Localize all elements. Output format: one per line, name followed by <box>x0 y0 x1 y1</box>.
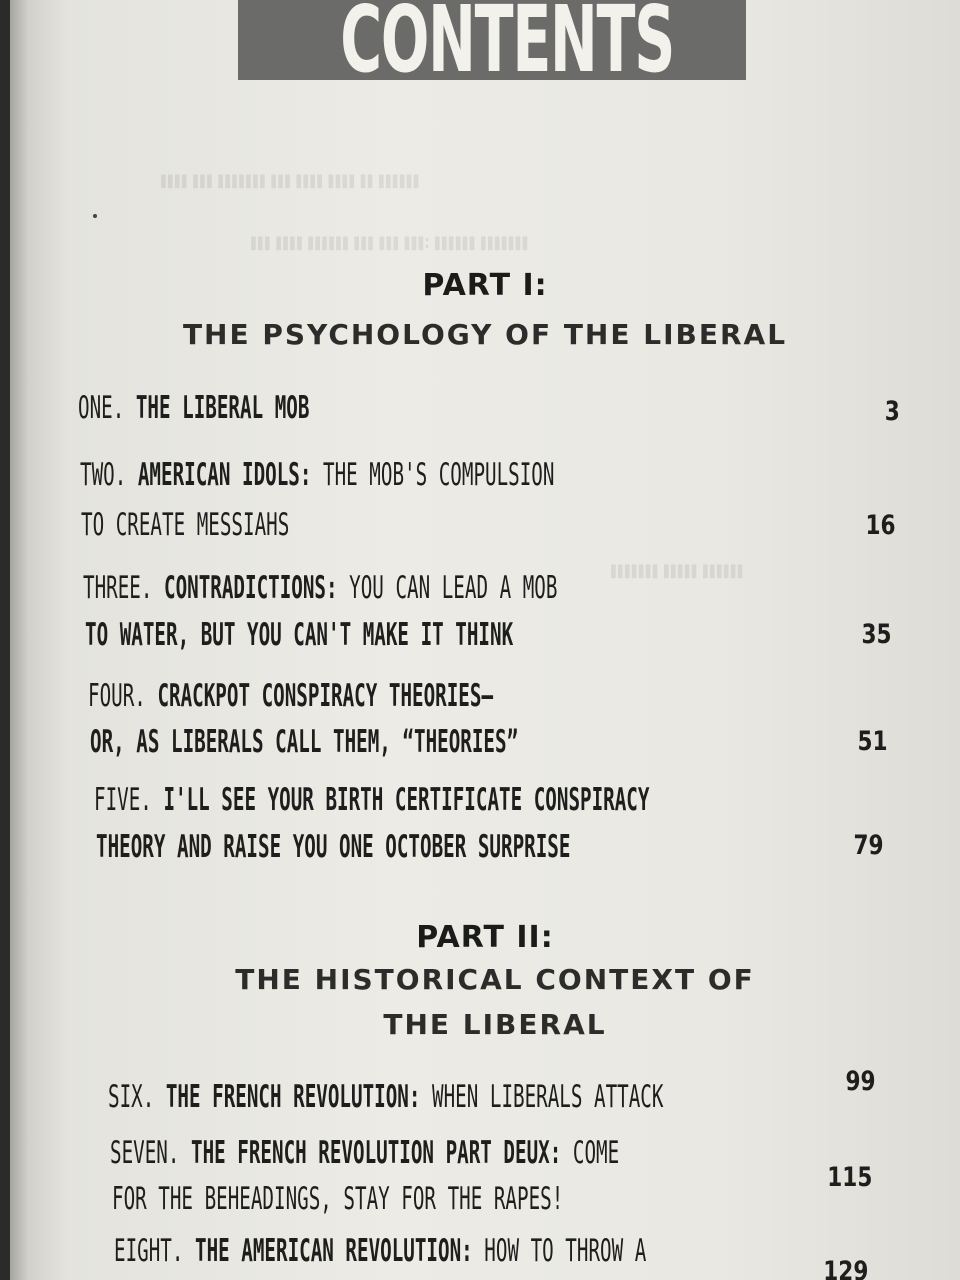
page-number: 99 <box>845 1066 876 1097</box>
chapter-title: CRACKPOT CONSPIRACY THEORIES— <box>157 678 494 714</box>
part-2-title-line2: THE LIBERAL <box>383 1008 607 1041</box>
show-through-text: ▮▮▮▮ ▮▮▮ ▮▮▮▮▮▮▮ ▮▮▮ ▮▮▮▮ ▮▮▮▮ ▮▮ ▮▮▮▮▮▮ <box>160 170 420 191</box>
show-through-text: ▮▮▮ ▮▮▮▮ ▮▮▮▮▮▮ ▮▮▮ ▮▮▮ ▮▮▮: ▮▮▮▮▮▮ ▮▮▮▮▮▮▮ <box>250 232 529 253</box>
toc-entry-two-continuation: TO CREATE MESSIAHS <box>81 507 290 543</box>
part-2-label: PART II: <box>416 920 554 955</box>
show-through-text: ▮▮▮▮▮▮▮ ▮▮▮▮▮ ▮▮▮▮▮▮ <box>610 560 744 581</box>
chapter-title: THE AMERICAN REVOLUTION: <box>195 1233 473 1269</box>
chapter-number: THREE. <box>83 570 153 606</box>
page-number: 79 <box>853 830 884 861</box>
part-1-title: THE PSYCHOLOGY OF THE LIBERAL <box>182 318 788 351</box>
chapter-number: EIGHT. <box>114 1233 184 1269</box>
toc-entry-three-continuation: TO WATER, BUT YOU CAN'T MAKE IT THINK <box>85 617 514 653</box>
toc-entry-seven-continuation: FOR THE BEHEADINGS, STAY FOR THE RAPES! <box>112 1181 564 1217</box>
toc-entry-four-continuation: OR, AS LIBERALS CALL THEM, “THEORIES” <box>90 724 519 760</box>
chapter-number: ONE. <box>78 390 125 426</box>
toc-entry-four[interactable] <box>88 678 494 714</box>
chapter-title: THE FRENCH REVOLUTION: <box>165 1079 421 1115</box>
chapter-title: THE FRENCH REVOLUTION PART DEUX: <box>191 1135 562 1171</box>
chapter-title: AMERICAN IDOLS: <box>137 457 312 493</box>
page-number: 16 <box>865 510 896 541</box>
chapter-title: THE LIBERAL MOB <box>135 390 310 426</box>
chapter-subtitle: WHEN LIBERALS ATTACK <box>432 1079 664 1115</box>
page-number: 51 <box>857 726 888 757</box>
chapter-subtitle: YOU CAN LEAD A MOB <box>349 570 558 606</box>
book-page <box>10 0 960 1280</box>
chapter-subtitle: THE MOB'S COMPULSION <box>323 457 555 493</box>
contents-title-banner <box>238 0 746 80</box>
chapter-number: SIX. <box>108 1079 155 1115</box>
page-number: 115 <box>826 1162 872 1193</box>
toc-entry-seven[interactable] <box>110 1135 620 1171</box>
chapter-title: CONTRADICTIONS: <box>164 570 338 606</box>
page-number: 129 <box>822 1256 868 1280</box>
toc-entry-eight[interactable] <box>114 1233 647 1269</box>
toc-entry-six[interactable] <box>108 1079 664 1115</box>
toc-entry-two[interactable] <box>80 457 555 493</box>
part-2-title-line1: THE HISTORICAL CONTEXT OF <box>235 963 755 996</box>
page-number: 3 <box>884 396 900 427</box>
toc-entry-five[interactable] <box>94 782 650 818</box>
chapter-title: I'LL SEE YOUR BIRTH CERTIFICATE CONSPIRACY <box>163 782 650 818</box>
page-number: 35 <box>861 619 892 650</box>
contents-title: CONTENTS <box>340 0 675 80</box>
part-1-label: PART I: <box>422 268 548 303</box>
chapter-number: SEVEN. <box>110 1135 180 1171</box>
toc-entry-one[interactable] <box>78 390 310 426</box>
chapter-number: TWO. <box>80 457 127 493</box>
chapter-number: FOUR. <box>88 678 146 714</box>
chapter-number: FIVE. <box>94 782 152 818</box>
chapter-subtitle: HOW TO THROW A <box>484 1233 647 1269</box>
chapter-subtitle: COME <box>572 1135 620 1171</box>
speck <box>93 214 97 218</box>
toc-entry-three[interactable] <box>83 570 558 606</box>
toc-entry-five-continuation: THEORY AND RAISE YOU ONE OCTOBER SURPRISE <box>96 829 571 865</box>
